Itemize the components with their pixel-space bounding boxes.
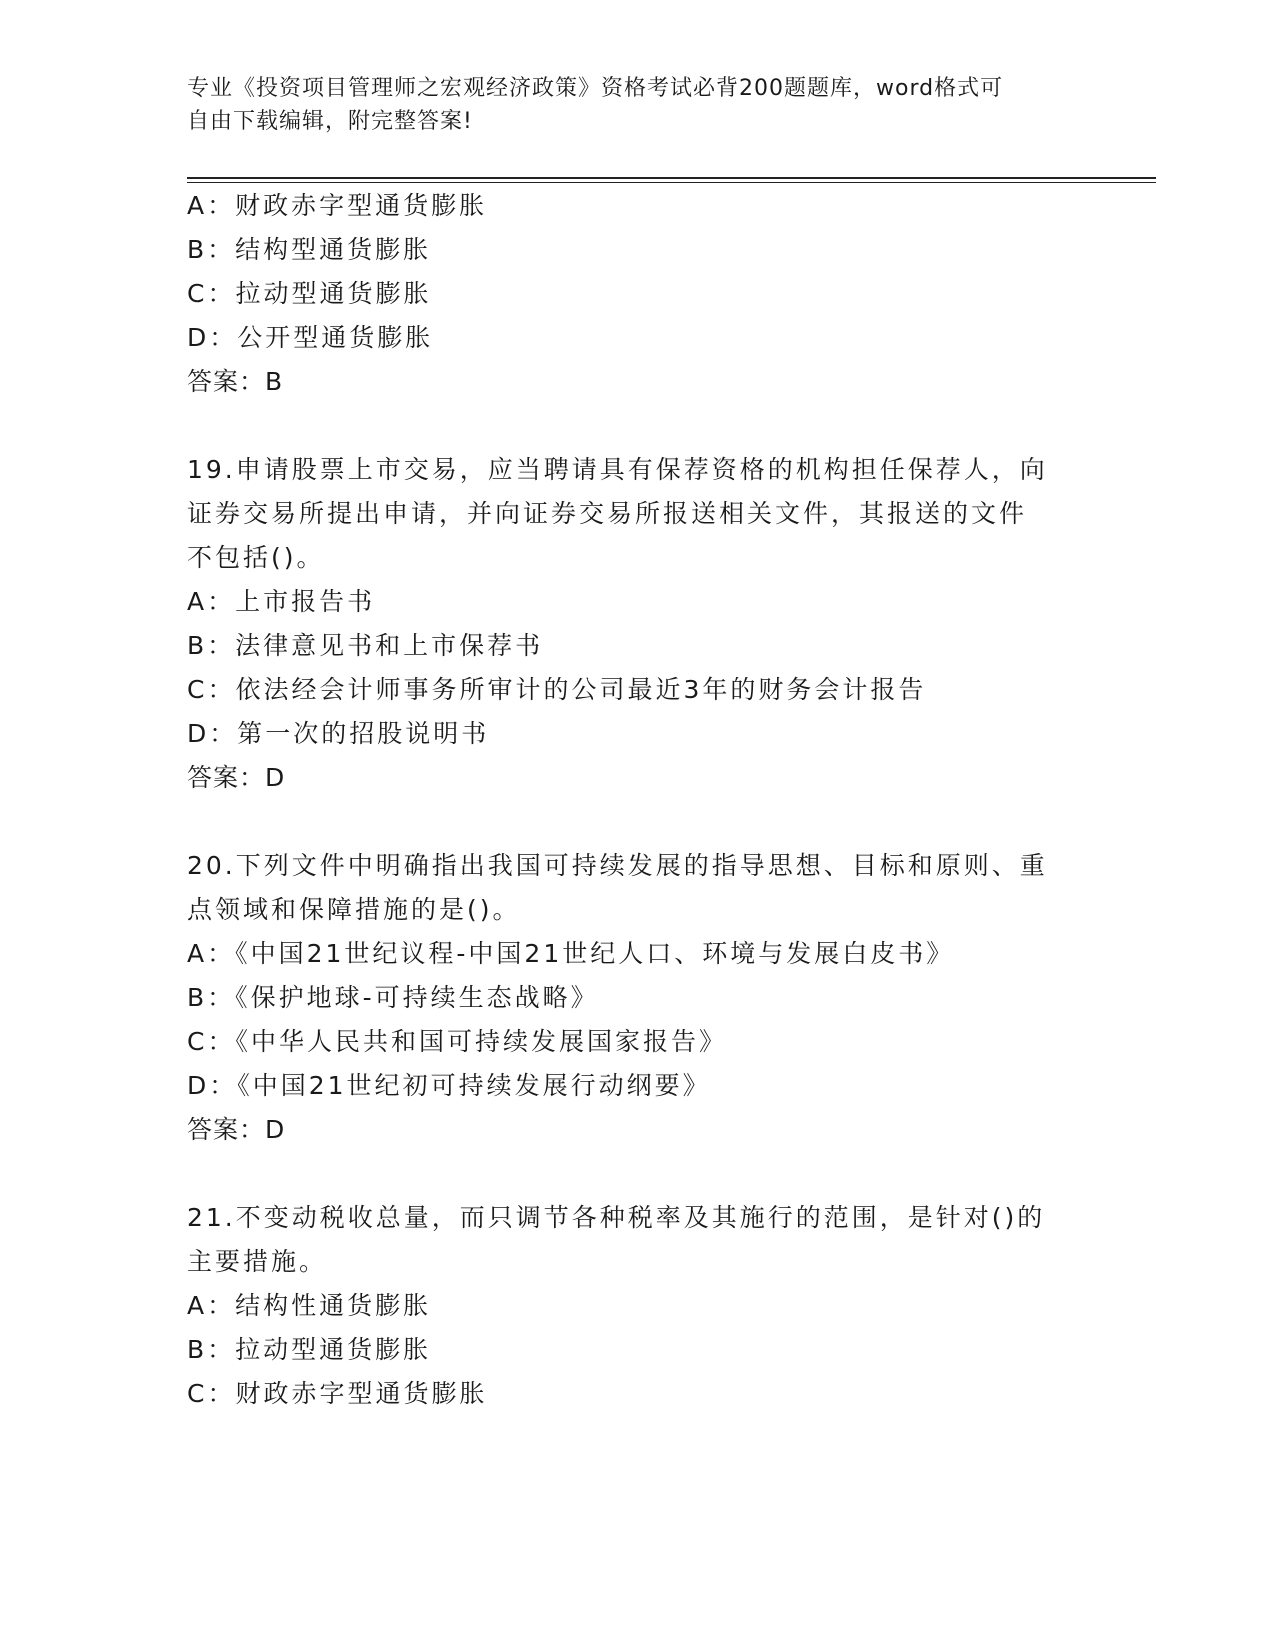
q19-option-a: A：上市报告书 — [187, 587, 376, 616]
header-divider-thin — [187, 182, 1156, 183]
q18-option-b: B：结构型通货膨胀 — [187, 235, 432, 264]
q18-option-c: C：拉动型通货膨胀 — [187, 279, 432, 308]
q18-option-d: D：公开型通货膨胀 — [187, 323, 434, 352]
header-divider — [187, 177, 1156, 179]
q19-stem-line-3: 不包括()。 — [187, 543, 325, 572]
q20-option-a: A：《中国21世纪议程-中国21世纪人口、环境与发展白皮书》 — [187, 939, 955, 968]
q18-answer: 答案：B — [187, 367, 284, 396]
q20-stem-line-1: 20.下列文件中明确指出我国可持续发展的指导思想、目标和原则、重 — [187, 851, 1048, 880]
q20-option-c: C：《中华人民共和国可持续发展国家报告》 — [187, 1027, 727, 1056]
q21-option-b: B：拉动型通货膨胀 — [187, 1335, 432, 1364]
q20-answer: 答案：D — [187, 1115, 286, 1144]
q19-answer: 答案：D — [187, 763, 286, 792]
header-line-2: 自由下载编辑，附完整答案! — [187, 109, 473, 134]
q21-option-a: A：结构性通货膨胀 — [187, 1291, 432, 1320]
q19-stem-line-1: 19.申请股票上市交易，应当聘请具有保荐资格的机构担任保荐人，向 — [187, 455, 1048, 484]
q20-option-d: D：《中国21世纪初可持续发展行动纲要》 — [187, 1071, 711, 1100]
q20-stem-line-2: 点领域和保障措施的是()。 — [187, 895, 521, 924]
document-header — [187, 72, 1087, 138]
q19-option-c: C：依法经会计师事务所审计的公司最近3年的财务会计报告 — [187, 675, 927, 704]
q19-option-d: D：第一次的招股说明书 — [187, 719, 490, 748]
q21-option-c: C：财政赤字型通货膨胀 — [187, 1379, 488, 1408]
q18-option-a: A：财政赤字型通货膨胀 — [187, 191, 488, 220]
q21-stem-line-2: 主要措施。 — [187, 1247, 328, 1276]
q19-option-b: B：法律意见书和上市保荐书 — [187, 631, 544, 660]
q20-option-b: B：《保护地球-可持续生态战略》 — [187, 983, 599, 1012]
q19-stem-line-2: 证券交易所提出申请，并向证券交易所报送相关文件，其报送的文件 — [187, 499, 1028, 528]
q21-stem-line-1: 21.不变动税收总量，而只调节各种税率及其施行的范围，是针对()的 — [187, 1203, 1046, 1232]
header-line-1: 专业《投资项目管理师之宏观经济政策》资格考试必背200题题库，word格式可 — [187, 76, 1004, 101]
